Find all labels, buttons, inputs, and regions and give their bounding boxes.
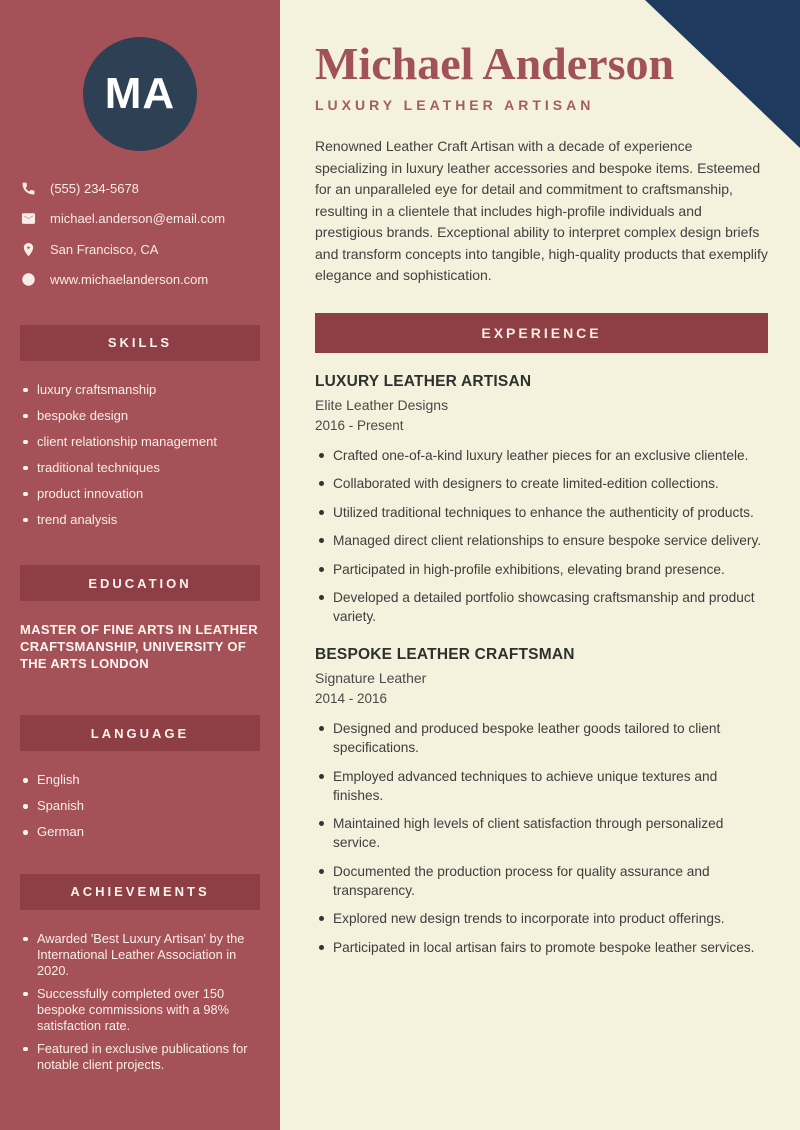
- job-company: Signature Leather: [315, 670, 427, 686]
- contact-phone: [20, 180, 260, 196]
- experience-section-title: EXPERIENCE: [481, 324, 602, 341]
- achievement-item: Successfully completed over 150 bespoke commissions with a 98% satisfaction rate.: [20, 986, 260, 1034]
- achievements-section-title: ACHIEVEMENTS: [70, 884, 210, 899]
- professional-title: LUXURY LEATHER ARTISAN: [315, 97, 595, 113]
- avatar: [83, 37, 197, 151]
- experience-section-header: [315, 313, 768, 353]
- skill-item: product innovation: [20, 486, 260, 503]
- achievements-list: [20, 931, 260, 1073]
- skill-item: luxury craftsmanship: [20, 382, 260, 399]
- job-bullet: Crafted one-of-a-kind luxury leather pieces for an exclusive clientele.: [315, 446, 768, 465]
- page-title: Michael Anderson: [315, 38, 675, 89]
- achievements-section-header: [20, 874, 260, 910]
- job-role: BESPOKE LEATHER CRAFTSMAN: [315, 646, 575, 663]
- contact-location-text: San Francisco, CA: [50, 241, 159, 257]
- job-bullet: Developed a detailed portfolio showcasing craftsmanship and product variety.: [315, 588, 768, 626]
- job-bullet: Participated in high-profile exhibitions, elevating brand presence.: [315, 560, 768, 579]
- skill-item: traditional techniques: [20, 460, 260, 477]
- job-bullet: Managed direct client relationships to ensure bespoke service delivery.: [315, 531, 768, 550]
- phone-icon: [20, 180, 36, 196]
- achievement-item: Awarded 'Best Luxury Artisan' by the International Leather Association in 2020.: [20, 931, 260, 979]
- education-degree: MASTER OF FINE ARTS IN LEATHER CRAFTSMANSHIP, UNIVERSITY OF THE ARTS LONDON: [20, 622, 258, 671]
- contact-email: [20, 211, 260, 227]
- contact-website-text: www.michaelanderson.com: [50, 272, 209, 287]
- job-bullet: Participated in local artisan fairs to promote bespoke leather services.: [315, 938, 768, 957]
- job-bullet: Employed advanced techniques to achieve unique textures and finishes.: [315, 767, 768, 805]
- skill-item: client relationship management: [20, 434, 260, 451]
- avatar-initials: MA: [104, 69, 176, 118]
- language-item: Spanish: [20, 798, 260, 815]
- contact-location: [20, 241, 260, 257]
- job-dates: 2014 - 2016: [315, 691, 388, 706]
- education-section-title: EDUCATION: [88, 575, 192, 591]
- profile-summary: Renowned Leather Craft Artisan with a decade of experience specializing in luxury leather accessories and bespoke items. Esteemed for an unparalleled eye for detail and commitment to craftsmanship, resulting in a clientele that includes high-profile individuals and prestigious brands. Exceptional ability to interpret complex design briefs and transform concepts into tangible, high-quality products that exemplify elegance and sophistication.: [315, 138, 768, 283]
- email-icon: [20, 211, 36, 227]
- job-company: Elite Leather Designs: [315, 396, 449, 413]
- skill-item: trend analysis: [20, 512, 260, 529]
- job-bullet: Maintained high levels of client satisfaction through personalized service.: [315, 814, 768, 852]
- job-bullet: Explored new design trends to incorporate into product offerings.: [315, 909, 768, 928]
- job-bullet-list: [315, 446, 768, 627]
- skills-list: [20, 382, 260, 529]
- job-entry: [315, 646, 768, 957]
- contact-email-text: michael.anderson@email.com: [50, 211, 226, 226]
- skills-section-title: SKILLS: [107, 335, 173, 350]
- contact-phone-text: (555) 234-5678: [50, 180, 139, 196]
- job-entry: [315, 373, 768, 627]
- job-bullet: Utilized traditional techniques to enhance the authenticity of products.: [315, 503, 768, 522]
- location-icon: [20, 241, 36, 257]
- language-section-title: LANGUAGE: [90, 725, 190, 741]
- main-content: [280, 0, 800, 1130]
- language-section-header: [20, 715, 260, 751]
- job-bullet: Documented the production process for quality assurance and transparency.: [315, 862, 768, 900]
- contact-list: [20, 180, 260, 288]
- achievement-item: Featured in exclusive publications for notable client projects.: [20, 1041, 260, 1073]
- contact-website: [20, 272, 260, 288]
- language-item: English: [20, 772, 260, 789]
- skill-item: bespoke design: [20, 408, 260, 425]
- sidebar: [0, 0, 280, 1130]
- job-bullet-list: [315, 719, 768, 957]
- language-list: [20, 772, 260, 841]
- education-section-header: [20, 565, 260, 601]
- globe-icon: [20, 272, 36, 288]
- language-item: German: [20, 824, 260, 841]
- job-role: LUXURY LEATHER ARTISAN: [315, 372, 532, 390]
- job-bullet: Designed and produced bespoke leather goods tailored to client specifications.: [315, 719, 768, 757]
- job-bullet: Collaborated with designers to create limited-edition collections.: [315, 474, 768, 493]
- job-dates: 2016 - Present: [315, 417, 404, 433]
- skills-section-header: [20, 325, 260, 361]
